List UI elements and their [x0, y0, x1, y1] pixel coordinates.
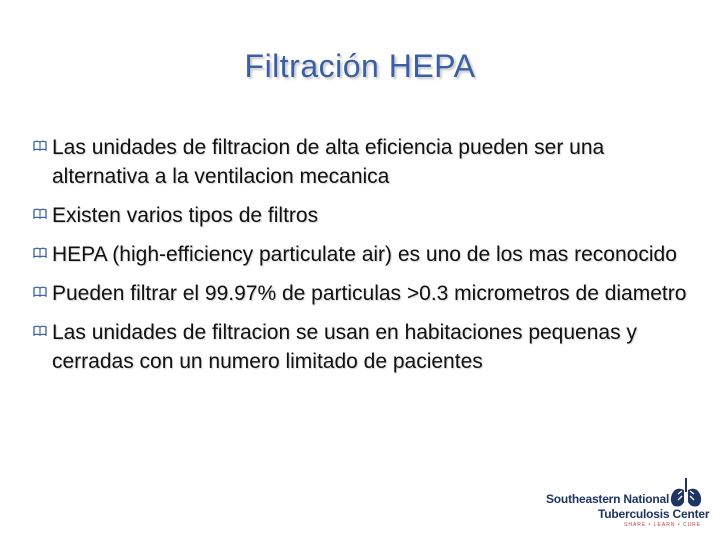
bullet-item — [32, 318, 692, 376]
book-outline-icon — [32, 323, 48, 339]
bullet-text: HEPA (high-efficiency particulate air) es uno de los mas reconocido — [52, 243, 677, 266]
slide-title: Filtración HEPA — [244, 48, 476, 84]
bullet-text: Las unidades de filtracion se usan en habitaciones pequenas y cerradas con un numero limitado de pacientes — [52, 321, 637, 373]
book-outline-icon — [32, 245, 48, 261]
bullet-item — [32, 133, 692, 191]
bullet-text: Existen varios tipos de filtros — [52, 204, 319, 227]
logo-name-line1: Southeastern National — [546, 492, 670, 506]
bullet-item — [32, 279, 692, 308]
bullet-text: Las unidades de filtracion de alta eficiencia pueden ser una alternativa a la ventilacion mecanica — [52, 136, 605, 188]
bullet-item — [32, 240, 692, 269]
bullet-list — [32, 133, 692, 386]
snttc-logo — [546, 476, 716, 530]
bullet-text: Pueden filtrar el 99.97% de particulas >0.3 micrometros de diametro — [52, 282, 687, 305]
bullet-item — [32, 201, 692, 230]
book-outline-icon — [32, 138, 48, 154]
logo-name-line2: Tuberculosis Center — [598, 507, 710, 521]
book-outline-icon — [32, 206, 48, 222]
book-outline-icon — [32, 284, 48, 300]
logo-tagline: SHARE • LEARN • CURE — [624, 522, 702, 528]
lungs-icon — [666, 476, 706, 510]
